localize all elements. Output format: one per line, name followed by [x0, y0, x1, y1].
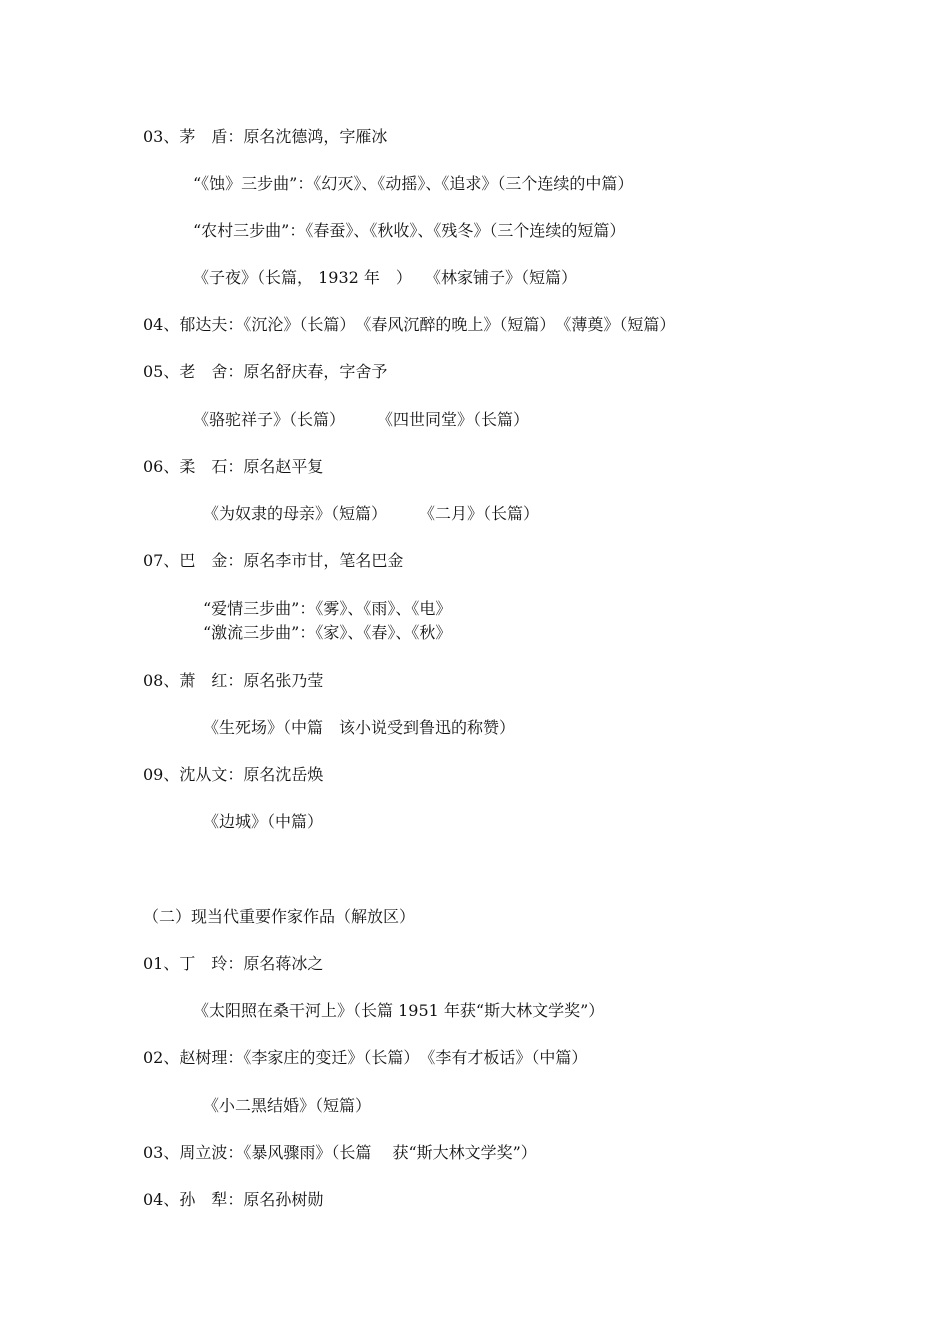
entry-zhao-shuli: 02、赵树理：《李家庄的变迁》（长篇） 《李有才板话》（中篇）	[143, 1048, 588, 1067]
work-line: 《生死场》（中篇 该小说受到鲁迅的称赞）	[203, 718, 516, 737]
entry-sun-li: 04、孙 犁：原名孙树勋	[143, 1190, 324, 1209]
work-line: “《蚀》三步曲”：《幻灭》、《动摇》、《追求》（三个连续的中篇）	[193, 174, 634, 193]
work-line: 《为奴隶的母亲》（短篇） 《二月》（长篇）	[203, 504, 540, 523]
entry-ba-jin: 07、巴 金：原名李市甘，笔名巴金	[143, 551, 404, 570]
entry-yu-dafu: 04、郁达夫：《沉沦》（长篇） 《春风沉醉的晚上》（短篇） 《薄奠》（短篇）	[143, 315, 676, 334]
entry-xiao-hong: 08、萧 红：原名张乃莹	[143, 671, 324, 690]
work-line: “爱情三步曲”：《雾》、《雨》、《电》	[203, 599, 452, 618]
work-line: 《太阳照在桑干河上》（长篇 1951 年获“斯大林文学奖”）	[193, 1001, 605, 1020]
entry-mao-dun: 03、茅 盾：原名沈德鸿，字雁冰	[143, 127, 388, 146]
work-line: “农村三步曲”：《春蚕》、《秋收》、《残冬》（三个连续的短篇）	[193, 221, 626, 240]
entry-shen-congwen: 09、沈从文：原名沈岳焕	[143, 765, 324, 784]
entry-rou-shi: 06、柔 石：原名赵平复	[143, 457, 324, 476]
work-line: “激流三步曲”：《家》、《春》、《秋》	[203, 623, 452, 642]
work-line: 《子夜》（长篇， 1932 年 ） 《林家铺子》（短篇）	[193, 268, 577, 287]
entry-zhou-libo: 03、周立波：《暴风骤雨》（长篇 获“斯大林文学奖”）	[143, 1143, 537, 1162]
entry-ding-ling: 01、丁 玲：原名蒋冰之	[143, 954, 324, 973]
work-line: 《边城》（中篇）	[203, 812, 324, 831]
work-line: 《骆驼祥子》（长篇） 《四世同堂》（长篇）	[193, 410, 530, 429]
section-heading: （二）现当代重要作家作品（解放区）	[143, 907, 416, 926]
entry-lao-she: 05、老 舍：原名舒庆春，字舍予	[143, 362, 388, 381]
work-line: 《小二黑结婚》（短篇）	[203, 1096, 372, 1115]
